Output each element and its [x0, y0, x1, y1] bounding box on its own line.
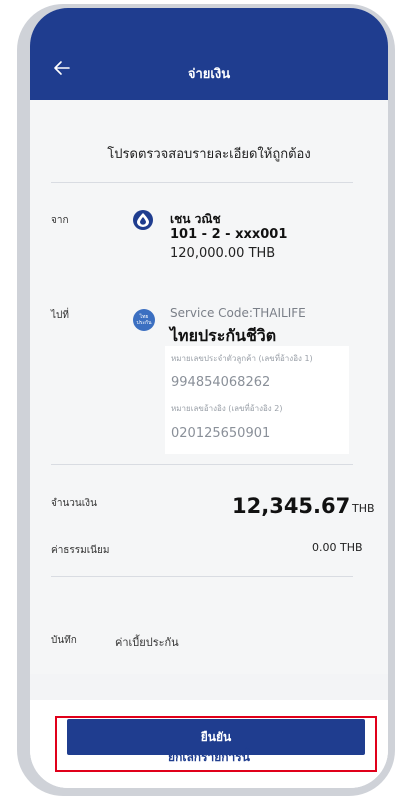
- biller-name: ไทยประกันชีวิต: [170, 326, 277, 345]
- from-account-number: 101 - 2 - xxx001: [170, 227, 288, 242]
- amount-currency: THB: [352, 502, 375, 515]
- payment-content: [30, 100, 388, 788]
- note-label: บันทึก: [51, 635, 77, 646]
- page-title: จ่ายเงิน: [187, 67, 231, 82]
- ref1-value: 994854068262: [171, 375, 271, 390]
- fee-label: ค่าธรรมเนียม: [51, 545, 110, 556]
- amount-label: จำนวนเงิน: [51, 498, 97, 509]
- cancel-transaction-link[interactable]: ยกเลิกรายการนี้: [168, 750, 250, 764]
- reference-box: [165, 346, 349, 454]
- from-account-name: เชน วณิช: [170, 212, 221, 226]
- ref2-value: 020125650901: [171, 426, 271, 441]
- service-code: Service Code:THAILIFE: [170, 306, 306, 320]
- note-value: ค่าเบี้ยประกัน: [115, 636, 179, 649]
- divider: [51, 576, 353, 577]
- action-area: [30, 700, 388, 788]
- from-label: จาก: [51, 215, 69, 226]
- amount-value: 12,345.67: [232, 494, 351, 518]
- ref2-label: หมายเลขอ้างอิง (เลขที่อ้างอิง 2): [171, 404, 283, 413]
- from-account-balance: 120,000.00 THB: [170, 246, 276, 261]
- divider: [51, 464, 353, 465]
- payment-review-panel: [30, 100, 388, 674]
- thai-life-logo-icon: ไทย ประกัน: [133, 309, 155, 331]
- review-instruction: โปรดตรวจสอบรายละเอียดให้ถูกต้อง: [107, 147, 311, 162]
- bank-icon: [133, 210, 153, 230]
- to-label: ไปที่: [51, 310, 69, 321]
- ref1-label: หมายเลขประจำตัวลูกค้า (เลขที่อ้างอิง 1): [171, 354, 313, 363]
- fee-value: 0.00 THB: [312, 541, 363, 554]
- confirm-button[interactable]: ยืนยัน: [67, 719, 365, 755]
- top-app-bar: [30, 8, 388, 100]
- app-screen: [30, 8, 388, 788]
- divider: [51, 182, 353, 183]
